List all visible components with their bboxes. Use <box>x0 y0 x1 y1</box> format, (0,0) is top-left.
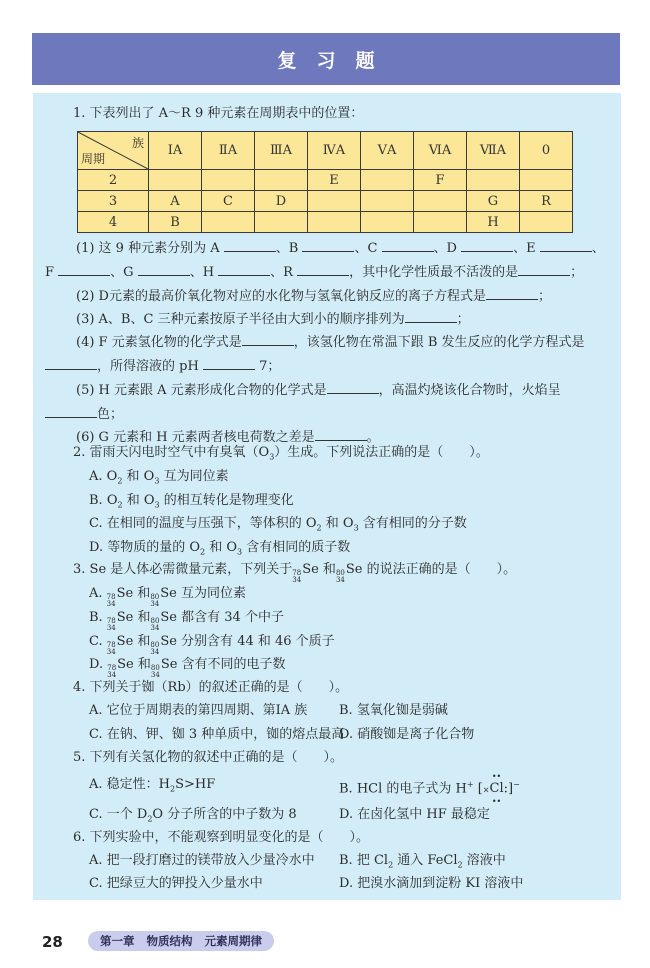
element-cell: R <box>520 191 573 212</box>
q1-part1-line1: (1) 这 9 种元素分别为 A 、B 、C 、D 、E 、 <box>76 241 605 256</box>
answer-blank[interactable] <box>486 287 538 300</box>
answer-blank[interactable] <box>327 381 379 394</box>
element-cell <box>255 212 308 233</box>
element-cell <box>414 191 467 212</box>
electron-dot-chlorine: •• Cl •• <box>489 772 504 807</box>
q4-option-c[interactable]: C. 在钠、钾、铷 3 种单质中，铷的熔点最高 <box>89 727 345 742</box>
answer-blank[interactable] <box>224 239 276 252</box>
element-cell <box>414 212 467 233</box>
answer-blank[interactable] <box>138 263 190 276</box>
q1-part2: (2) D元素的最高价氧化物对应的水化物与氢氧化钠反应的离子方程式是 ； <box>76 289 551 304</box>
group-header: ⅡA <box>202 132 255 170</box>
element-cell: C <box>202 191 255 212</box>
element-cell <box>202 170 255 191</box>
answer-blank[interactable] <box>297 263 349 276</box>
group-label: 族 <box>131 136 144 150</box>
section-header-band <box>32 33 620 85</box>
element-cell: A <box>149 191 202 212</box>
q6-option-d[interactable]: D. 把溴水滴加到淀粉 KI 溶液中 <box>339 876 524 891</box>
page-number: 28 <box>42 933 63 951</box>
q2-option-a[interactable]: A. $O_2$ 和 $O_3$ 互为同位素 <box>89 469 229 486</box>
table-corner-header <box>78 132 149 170</box>
isotope-notation: 80 34 <box>335 569 345 584</box>
q1-part4-line2: ，所得溶液的 pH 7； <box>45 357 280 376</box>
q1-part1-line2: F 、G 、H 、R ，其中化学性质最不活泼的是 ； <box>45 265 584 280</box>
answer-blank[interactable] <box>45 405 97 418</box>
group-header: ⅣA <box>308 132 361 170</box>
table-row <box>78 191 573 212</box>
element-cell: D <box>255 191 308 212</box>
table-row <box>78 212 573 233</box>
q3-option-a[interactable]: A. 78 34 Se 和 80 34 Se 互为同位素 <box>89 586 246 608</box>
answer-blank[interactable] <box>405 310 457 323</box>
element-cell <box>308 191 361 212</box>
q2-option-b[interactable]: B. $O_2$ 和 $O_3$ 的相互转化是物理变化 <box>89 493 294 510</box>
q3-stem: 3. Se 是人体必需微量元素，下列关于 78 34 Se 和 80 34 Se 的说法正确的是（ ）。 <box>73 562 517 584</box>
element-cell: E <box>308 170 361 191</box>
exercise-panel <box>33 93 621 900</box>
q6-option-a[interactable]: A. 把一段打磨过的镁带放入少量冷水中 <box>89 853 315 868</box>
q5-stem: 5. 下列有关氢化物的叙述中正确的是（ ）。 <box>73 750 344 765</box>
q4-option-a[interactable]: A. 它位于周期表的第四周期、第ⅠA 族 <box>89 703 308 718</box>
period-cell: 3 <box>78 191 149 212</box>
q1-part5-line2: 色； <box>45 405 123 424</box>
q2-option-c[interactable]: C. 在相同的温度与压强下，等体积的 $O_2$ 和 $O_3$ 含有相同的分子数 <box>89 516 467 533</box>
element-cell: B <box>149 212 202 233</box>
q2-stem: 2. 雷雨天闪电时空气中有臭氧$(O_3)$生成。下列说法正确的是（ ）。 <box>73 445 489 462</box>
group-header: ⅦA <box>467 132 520 170</box>
period-cell: 4 <box>78 212 149 233</box>
q5-option-d[interactable]: D. 在卤化氢中 HF 最稳定 <box>339 807 490 822</box>
element-cell <box>361 212 414 233</box>
answer-blank[interactable] <box>540 239 592 252</box>
element-cell: F <box>414 170 467 191</box>
answer-blank[interactable] <box>218 263 270 276</box>
q6-option-b[interactable]: B. 把 $Cl_2$ 通入 FeCl$_2$ 溶液中 <box>339 853 506 870</box>
group-header: 0 <box>520 132 573 170</box>
element-cell <box>467 170 520 191</box>
answer-blank[interactable] <box>518 263 570 276</box>
element-cell: H <box>467 212 520 233</box>
element-cell <box>361 191 414 212</box>
answer-blank[interactable] <box>58 263 110 276</box>
element-cell <box>149 170 202 191</box>
q1-part4-line1: (4) F 元素氢化物的化学式是 ，该氢化物在常温下跟 B 发生反应的化学方程式是 <box>76 335 585 350</box>
answer-blank[interactable] <box>242 333 294 346</box>
element-cell <box>308 212 361 233</box>
element-cell <box>520 212 573 233</box>
isotope-notation: 78 34 <box>292 569 302 584</box>
periodic-table-excerpt <box>77 131 573 233</box>
q4-option-d[interactable]: D. 硝酸铷是离子化合物 <box>339 727 475 742</box>
element-cell: G <box>467 191 520 212</box>
answer-blank[interactable] <box>45 357 97 370</box>
q3-option-b[interactable]: B. 78 34 Se 和 80 34 Se 都含有 34 个中子 <box>89 610 284 632</box>
q4-option-b[interactable]: B. 氢氧化铷是弱碱 <box>339 703 448 718</box>
group-header: ⅢA <box>255 132 308 170</box>
element-cell <box>255 170 308 191</box>
chapter-badge: 第一章 物质结构 元素周期律 <box>88 931 274 951</box>
q1-stem: 1. 下表列出了 A～R 9 种元素在周期表中的位置： <box>73 106 364 121</box>
group-header: ⅤA <box>361 132 414 170</box>
period-cell: 2 <box>78 170 149 191</box>
table-row <box>78 170 573 191</box>
element-cell <box>202 212 255 233</box>
q3-option-c[interactable]: C. 78 34 Se 和 80 34 Se 分别含有 44 和 46 个质子 <box>89 634 335 656</box>
q1-part6: (6) G 元素和 H 元素两者核电荷数之差是 。 <box>76 430 380 445</box>
q4-stem: 4. 下列关于铷（Rb）的叙述正确的是（ ）。 <box>73 680 349 695</box>
answer-blank[interactable] <box>461 239 513 252</box>
q5-option-a[interactable]: A. 稳定性：$H_2S>HF$ <box>89 777 216 794</box>
q1-part3: (3) A、B、C 三种元素按原子半径由大到小的顺序排列为 ； <box>76 312 470 327</box>
q6-option-c[interactable]: C. 把绿豆大的钾投入少量水中 <box>89 876 263 891</box>
element-cell <box>520 170 573 191</box>
q6-stem: 6. 下列实验中，不能观察到明显变化的是（ ）。 <box>73 830 370 845</box>
q2-option-d[interactable]: D. 等物质的量的 $O_2$ 和 $O_3$ 含有相同的质子数 <box>89 540 351 557</box>
q3-option-d[interactable]: D. 78 34 Se 和 80 34 Se 含有不同的电子数 <box>89 657 286 679</box>
answer-blank[interactable] <box>302 239 354 252</box>
period-label: 周期 <box>81 152 106 166</box>
q5-option-b[interactable]: B. HCl 的电子式为 H+ [× •• Cl •• :]− <box>339 772 520 807</box>
answer-blank[interactable] <box>203 357 255 370</box>
element-cell <box>361 170 414 191</box>
q5-option-c[interactable]: C. 一个 $D_2O$ 分子所含的中子数为 8 <box>89 807 297 824</box>
answer-blank[interactable] <box>382 239 434 252</box>
q1-part5-line1: (5) H 元素跟 A 元素形成化合物的化学式是 ，高温灼烧该化合物时，火焰呈 <box>76 383 561 398</box>
group-header: ⅠA <box>149 132 202 170</box>
group-header: ⅥA <box>414 132 467 170</box>
answer-blank[interactable] <box>315 428 367 441</box>
section-title: 复习题 <box>277 49 395 72</box>
